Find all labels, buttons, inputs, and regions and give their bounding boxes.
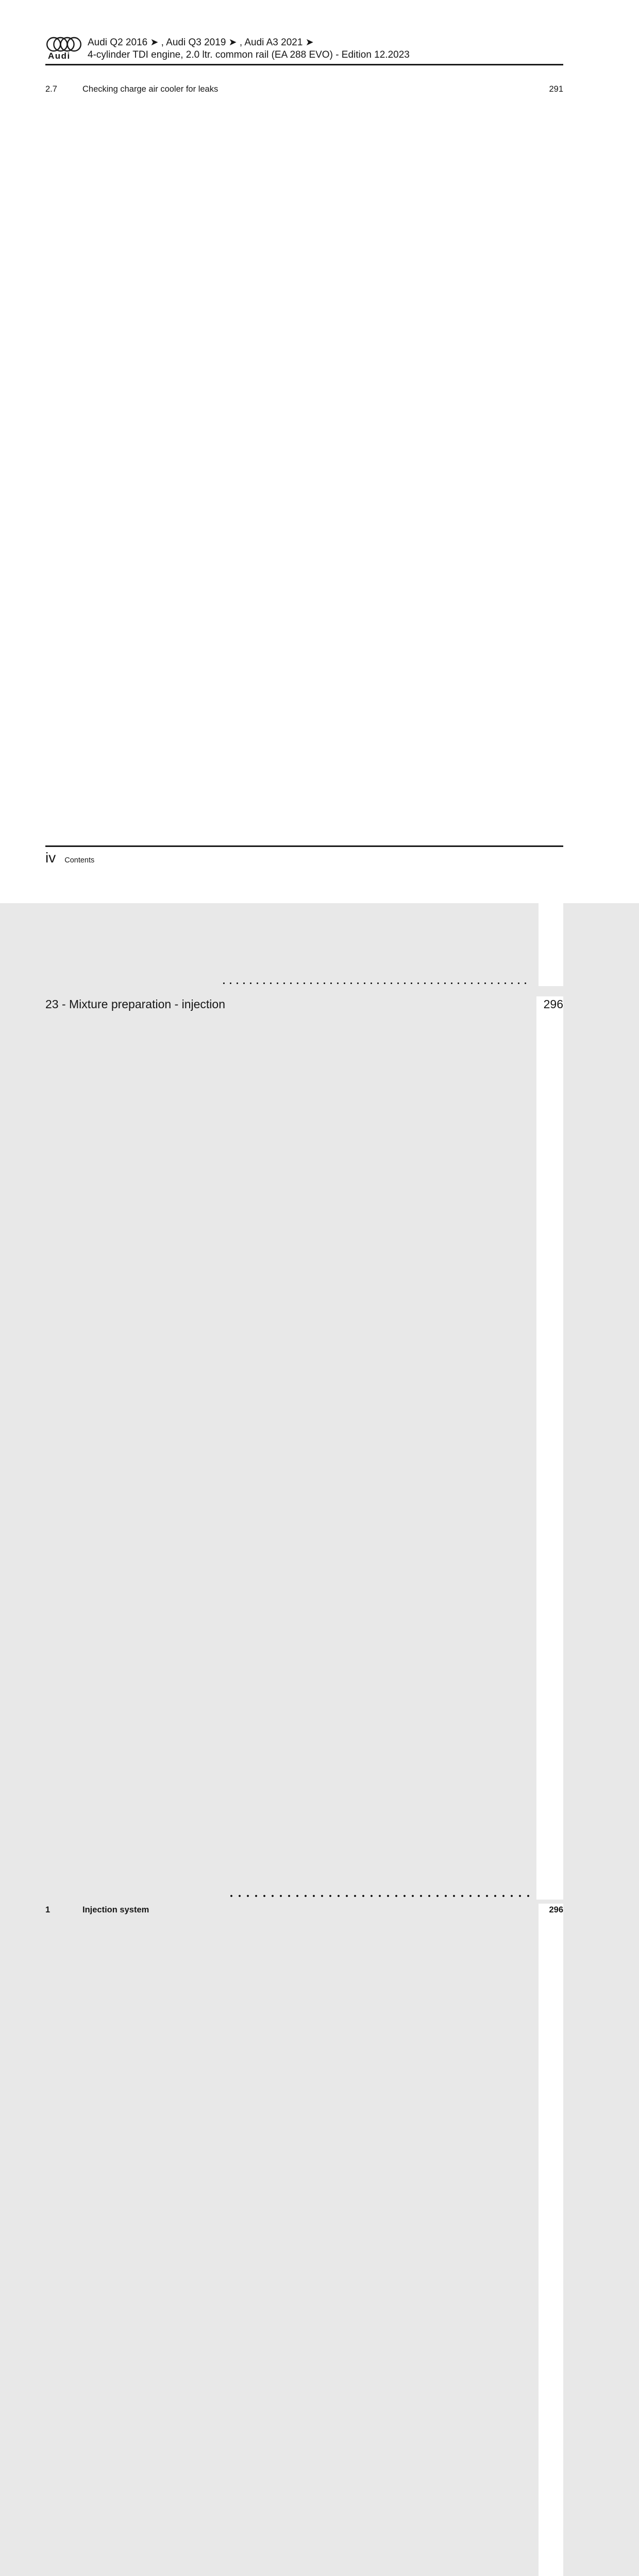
- toc-entry-number: 1: [45, 1905, 51, 1914]
- header-divider: [45, 64, 563, 65]
- dot-leader: [149, 1904, 539, 2576]
- dot-leader: [225, 996, 536, 1900]
- toc-item-row[interactable]: [45, 83, 563, 986]
- contents-label: Contents: [64, 856, 95, 865]
- dot-leader: [218, 83, 539, 986]
- toc-entry-title: 23 - Mixture preparation - injection: [45, 997, 225, 1011]
- toc-chapter-row[interactable]: [45, 996, 563, 1900]
- page-header: [88, 37, 410, 61]
- audi-wordmark: Audi: [48, 51, 71, 61]
- toc-entry-page: 291: [539, 83, 563, 986]
- toc-entry-title: Injection system: [82, 1905, 149, 1914]
- toc-list: [45, 83, 563, 2576]
- header-models-line: Audi Q2 2016 ➤ , Audi Q3 2019 ➤ , Audi A3 2021 ➤: [88, 37, 314, 48]
- toc-entry-number: 2.7: [45, 84, 57, 94]
- footer-divider: [45, 845, 563, 847]
- toc-entry-page: 296: [536, 996, 563, 1900]
- toc-section-row[interactable]: [45, 1904, 563, 2576]
- toc-entry-title: Checking charge air cooler for leaks: [82, 84, 218, 94]
- page-number-roman: iv: [45, 850, 56, 866]
- page-footer: [45, 849, 94, 867]
- audi-rings-icon: [46, 37, 81, 52]
- header-engine-line: 4-cylinder TDI engine, 2.0 ltr. common rail (EA 288 EVO) - Edition 12.2023: [88, 49, 410, 60]
- toc-entry-page: 296: [539, 1904, 563, 2576]
